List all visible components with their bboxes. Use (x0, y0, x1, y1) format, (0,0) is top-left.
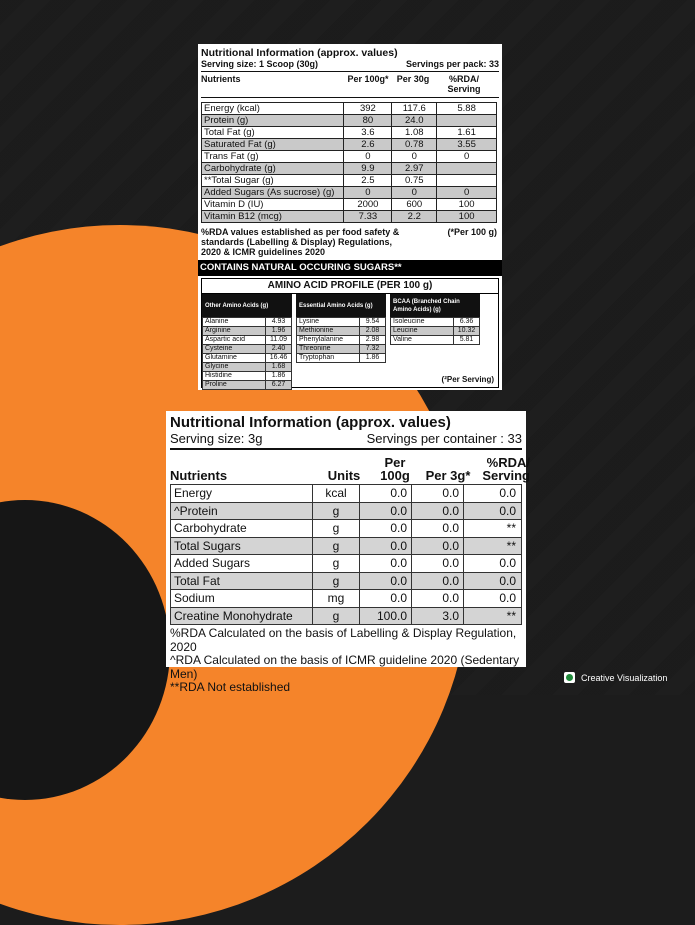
table-row (202, 151, 497, 163)
rda-cell: ** (464, 537, 522, 555)
table-row (171, 590, 522, 608)
amino-name-cell: Aspartic acid (203, 336, 266, 345)
per-30g-cell: 24.0 (392, 115, 437, 127)
rda-cell (437, 163, 497, 175)
nutrient-cell: **Total Sugar (g) (202, 175, 344, 187)
amino-value-cell: 7.32 (360, 345, 386, 354)
natural-sugars-banner: CONTAINS NATURAL OCCURING SUGARS** (198, 260, 502, 276)
header-rda: %RDA/ Serving (482, 455, 530, 483)
header-units: Units (327, 468, 361, 483)
per-100g-cell: 2.6 (344, 139, 392, 151)
rda-cell (437, 175, 497, 187)
label2-table-header (170, 450, 530, 484)
amino-name-cell: Threonine (297, 345, 360, 354)
amino-name-cell: Valine (391, 336, 454, 345)
table-row (171, 502, 522, 520)
table-row (202, 175, 497, 187)
header-nutrients: Nutrients (201, 74, 241, 84)
per-100g-cell: 0 (344, 187, 392, 199)
per-3g-cell: 0.0 (412, 537, 464, 555)
badge-label: Creative Visualization (581, 672, 668, 683)
per-100g-cell: 0.0 (360, 555, 412, 573)
nutrient-cell: Energy (171, 485, 313, 503)
rda-cell: 0.0 (464, 485, 522, 503)
table-row (297, 345, 386, 354)
per-100g-cell: 0.0 (360, 502, 412, 520)
veg-dot-icon (564, 672, 575, 683)
unit-cell: g (313, 520, 360, 538)
unit-cell: mg (313, 590, 360, 608)
amino-value-cell: 11.09 (266, 336, 292, 345)
amino-name-cell: Lysine (297, 318, 360, 327)
amino-acid-profile (201, 278, 499, 388)
per-30g-cell: 0 (392, 151, 437, 163)
amino-group-header: BCAA (Branched Chain Amino Acids) (g) (390, 294, 480, 317)
per-100g-cell: 0.0 (360, 572, 412, 590)
table-row (202, 187, 497, 199)
amino-table (390, 317, 480, 345)
amino-name-cell: Leucine (391, 327, 454, 336)
amino-name-cell: Phenylalanine (297, 336, 360, 345)
per100-note: (*Per 100 g) (447, 227, 497, 237)
table-row (203, 363, 292, 372)
per-30g-cell: 2.97 (392, 163, 437, 175)
rda-cell: 1.61 (437, 127, 497, 139)
rda-cell: 3.55 (437, 139, 497, 151)
table-row (202, 199, 497, 211)
label2-servings-per-container: Servings per container : 33 (366, 431, 522, 446)
nutrient-cell: Added Sugars (As sucrose) (g) (202, 187, 344, 199)
amino-value-cell: 2.08 (360, 327, 386, 336)
label2-serving-size: Serving size: 3g (170, 431, 263, 446)
amino-value-cell: 4.93 (266, 318, 292, 327)
table-row (297, 327, 386, 336)
label1-serving-row (201, 59, 499, 72)
rda-cell: 0 (437, 187, 497, 199)
nutrient-cell: Total Fat (g) (202, 127, 344, 139)
nutrient-cell: Energy (kcal) (202, 103, 344, 115)
creatine-nutrition-label (166, 411, 530, 694)
amino-table (202, 317, 292, 390)
amino-value-cell: 1.96 (266, 327, 292, 336)
label2-title: Nutritional Information (approx. values) (170, 414, 451, 431)
amino-title: AMINO ACID PROFILE (PER 100 g) (202, 279, 498, 294)
per-30g-cell: 0.75 (392, 175, 437, 187)
unit-cell: g (313, 572, 360, 590)
per-3g-cell: 0.0 (412, 590, 464, 608)
protein-nutrition-label (198, 44, 502, 390)
per-3g-cell: 0.0 (412, 520, 464, 538)
footnote: ^RDA Calculated on the basis of ICMR guideline 2020 (Sedentary Men) (170, 653, 520, 681)
amino-group-header: Essential Amino Acids (g) (296, 294, 386, 317)
table-row (202, 163, 497, 175)
nutrient-cell: Sodium (171, 590, 313, 608)
table-row (202, 103, 497, 115)
amino-name-cell: Alanine (203, 318, 266, 327)
table-row (203, 318, 292, 327)
table-row (203, 336, 292, 345)
creative-visualization-badge (564, 672, 667, 683)
header-per-3g: Per 3g* (425, 468, 471, 483)
amino-value-cell: 1.86 (266, 372, 292, 381)
rda-cell: 0.0 (464, 555, 522, 573)
nutrient-cell: Carbohydrate (171, 520, 313, 538)
per-30g-cell: 1.08 (392, 127, 437, 139)
amino-value-cell: 9.54 (360, 318, 386, 327)
amino-value-cell: 5.81 (454, 336, 480, 345)
amino-table (296, 317, 386, 363)
table-row (203, 327, 292, 336)
amino-name-cell: Tryptophan (297, 354, 360, 363)
unit-cell: kcal (313, 485, 360, 503)
table-row (297, 336, 386, 345)
label1-serving-size: Serving size: 1 Scoop (30g) (201, 59, 319, 69)
table-row (202, 127, 497, 139)
nutrient-cell: Trans Fat (g) (202, 151, 344, 163)
table-row (391, 318, 480, 327)
rda-note: %RDA values established as per food safety & standards (Labelling & Display) Regulations, 2020 & ICMR guidelines 2020 (201, 227, 400, 257)
table-row (171, 537, 522, 555)
table-row (391, 336, 480, 345)
unit-cell: g (313, 537, 360, 555)
amino-name-cell: Isoleucine (391, 318, 454, 327)
nutrient-cell: ^Protein (171, 502, 313, 520)
rda-cell: 0.0 (464, 572, 522, 590)
footnote: %RDA Calculated on the basis of Labelling & Display Regulation, 2020 (170, 626, 517, 654)
unit-cell: g (313, 607, 360, 625)
header-per-100g: Per 100g* (347, 74, 389, 84)
header-per-100g: Per 100g (380, 455, 410, 483)
rda-cell: ** (464, 607, 522, 625)
per-3g-cell: 0.0 (412, 572, 464, 590)
header-rda: %RDA/ Serving (447, 74, 481, 94)
table-row (203, 354, 292, 363)
amino-group (296, 294, 386, 390)
rda-cell: 100 (437, 199, 497, 211)
table-row (202, 115, 497, 127)
unit-cell: g (313, 555, 360, 573)
per-3g-cell: 0.0 (412, 502, 464, 520)
label1-servings-per-pack: Servings per pack: 33 (405, 59, 499, 69)
rda-cell: 0 (437, 151, 497, 163)
label1-table-header (201, 72, 499, 98)
label2-nutrient-table (170, 484, 522, 625)
nutrient-cell: Vitamin D (IU) (202, 199, 344, 211)
rda-cell: 0.0 (464, 590, 522, 608)
table-row (297, 318, 386, 327)
amino-name-cell: Arginine (203, 327, 266, 336)
amino-value-cell: 6.36 (454, 318, 480, 327)
per-30g-cell: 600 (392, 199, 437, 211)
table-row (203, 345, 292, 354)
amino-name-cell: Glutamine (203, 354, 266, 363)
table-row (202, 211, 497, 223)
per-100g-cell: 392 (344, 103, 392, 115)
per-100g-cell: 100.0 (360, 607, 412, 625)
per-100g-cell: 0.0 (360, 485, 412, 503)
amino-value-cell: 2.98 (360, 336, 386, 345)
label1-nutrient-table (201, 102, 497, 223)
amino-name-cell: Methionine (297, 327, 360, 336)
amino-value-cell: 6.27 (266, 381, 292, 390)
rda-cell: 0.0 (464, 502, 522, 520)
per-serving-note: (²Per Serving) (441, 375, 494, 384)
rda-cell: 100 (437, 211, 497, 223)
label2-notes (170, 627, 522, 695)
table-row (391, 327, 480, 336)
nutrient-cell: Carbohydrate (g) (202, 163, 344, 175)
label2-serving-row (170, 431, 522, 450)
header-per-30g: Per 30g (396, 74, 430, 84)
rda-cell: ** (464, 520, 522, 538)
per-100g-cell: 2000 (344, 199, 392, 211)
per-30g-cell: 0 (392, 187, 437, 199)
amino-value-cell: 16.46 (266, 354, 292, 363)
rda-cell (437, 115, 497, 127)
amino-value-cell: 1.86 (360, 354, 386, 363)
header-nutrients: Nutrients (170, 468, 228, 483)
per-100g-cell: 7.33 (344, 211, 392, 223)
nutrient-cell: Vitamin B12 (mcg) (202, 211, 344, 223)
nutrient-cell: Total Fat (171, 572, 313, 590)
nutrient-cell: Total Sugars (171, 537, 313, 555)
table-row (171, 555, 522, 573)
table-row (203, 381, 292, 390)
label1-notes (201, 227, 499, 257)
amino-value-cell: 10.32 (454, 327, 480, 336)
per-100g-cell: 0.0 (360, 520, 412, 538)
unit-cell: g (313, 502, 360, 520)
footnote: **RDA Not established (170, 680, 291, 694)
per-100g-cell: 2.5 (344, 175, 392, 187)
per-30g-cell: 0.78 (392, 139, 437, 151)
rda-cell: 5.88 (437, 103, 497, 115)
table-row (171, 607, 522, 625)
amino-name-cell: Glycine (203, 363, 266, 372)
nutrient-cell: Saturated Fat (g) (202, 139, 344, 151)
per-30g-cell: 2.2 (392, 211, 437, 223)
amino-name-cell: Cysteine (203, 345, 266, 354)
per-100g-cell: 0 (344, 151, 392, 163)
table-row (171, 520, 522, 538)
amino-name-cell: Proline (203, 381, 266, 390)
per-100g-cell: 0.0 (360, 537, 412, 555)
amino-name-cell: Histidine (203, 372, 266, 381)
per-100g-cell: 3.6 (344, 127, 392, 139)
label1-title: Nutritional Information (approx. values) (201, 47, 398, 59)
per-100g-cell: 9.9 (344, 163, 392, 175)
nutrient-cell: Creatine Monohydrate (171, 607, 313, 625)
amino-group-header: Other Amino Acids (g) (202, 294, 292, 317)
per-30g-cell: 117.6 (392, 103, 437, 115)
table-row (171, 572, 522, 590)
per-3g-cell: 3.0 (412, 607, 464, 625)
per-100g-cell: 80 (344, 115, 392, 127)
nutrient-cell: Added Sugars (171, 555, 313, 573)
table-row (202, 139, 497, 151)
per-3g-cell: 0.0 (412, 555, 464, 573)
nutrient-cell: Protein (g) (202, 115, 344, 127)
amino-value-cell: 2.40 (266, 345, 292, 354)
table-row (297, 354, 386, 363)
per-100g-cell: 0.0 (360, 590, 412, 608)
table-row (203, 372, 292, 381)
amino-value-cell: 1.68 (266, 363, 292, 372)
amino-group (202, 294, 292, 390)
table-row (171, 485, 522, 503)
per-3g-cell: 0.0 (412, 485, 464, 503)
